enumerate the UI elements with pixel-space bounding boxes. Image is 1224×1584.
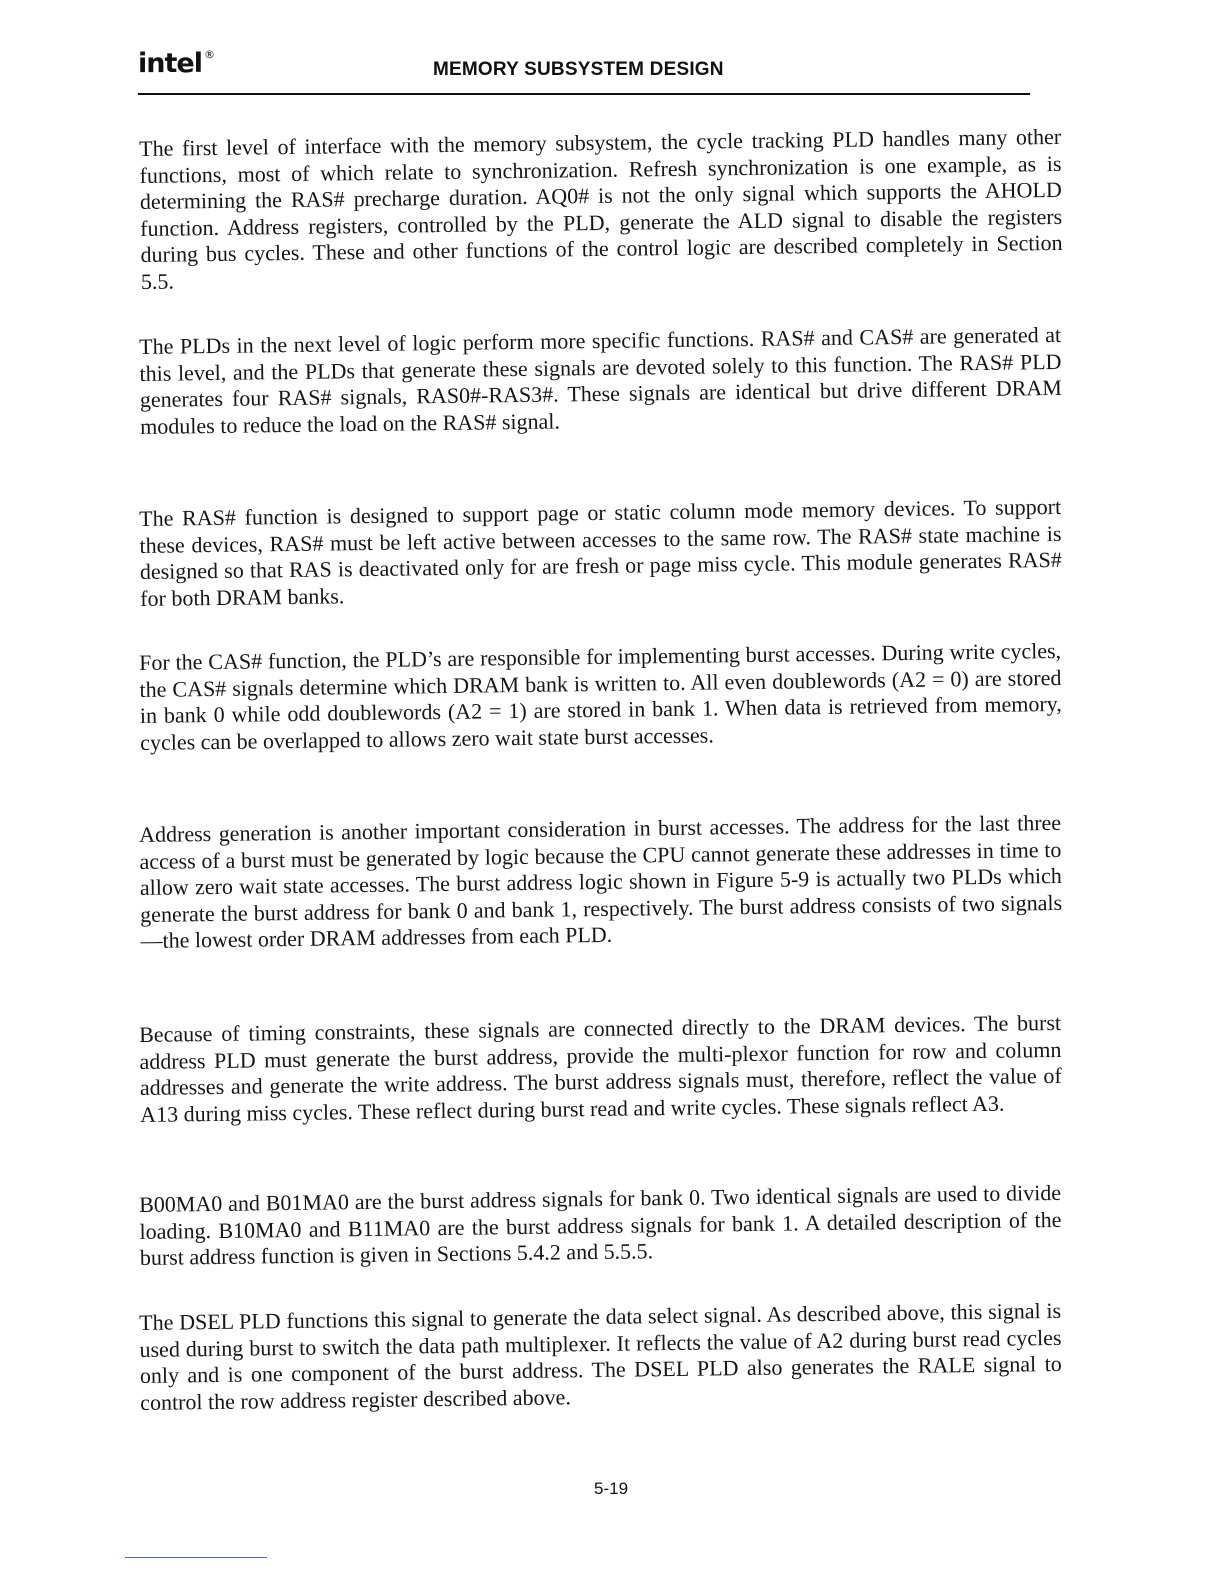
paragraph-address-generation: Address generation is another important consideration in burst accesses. The address for the last three access of a burst must be generated by logic because the CPU cannot generate these addresses in time to allow zero wait state accesses. The burst address logic shown in Figure 5-9 is actually two PLDs which generate the burst address for bank 0 and bank 1, respectively. The burst address consists of two signals—the lowest order DRAM addresses from each PLD. <box>139 809 1063 953</box>
running-header-title: MEMORY SUBSYSTEM DESIGN <box>433 59 724 80</box>
intel-logo <box>138 50 214 77</box>
paragraph-cas-function: For the CAS# function, the PLD’s are responsible for implementing burst accesses. During write cycles, the CAS# signals determine which DRAM bank is written to. All even doublewords (A2 = 0) are stored in bank 0 while odd doublewords (A2 = 1) are stored in bank 1. When data is retrieved from memory, cycles can be overlapped to allows zero wait state burst accesses. <box>139 637 1062 755</box>
paragraph-ras-function: The RAS# function is designed to support page or static column mode memory devices. To support these devices, RAS# must be left active between accesses to the same row. The RAS# state machine is designed so that RAS is deactivated only for are fresh or page miss cycle. This module generates RAS# for both DRAM banks. <box>139 493 1062 611</box>
intel-logo-text: intel <box>138 48 202 79</box>
paragraph-burst-address-signals: B00MA0 and B01MA0 are the burst address signals for bank 0. Two identical signals are used to divide loading. B10MA0 and B11MA0 are the burst address signals for bank 1. A detailed description of the burst address function is given in Sections 5.4.2 and 5.5.5. <box>139 1179 1062 1270</box>
header-rule <box>138 93 1030 95</box>
paragraph-cycle-tracking-pld: The first level of interface with the memory subsystem, the cycle tracking PLD handles many other functions, most of which relate to synchronization. Refresh synchronization is one example, as is determining the RAS# precharge duration. AQ0# is not the only signal which supports the AHOLD function. Address registers, controlled by the PLD, generate the ALD signal to disable the registers during bus cycles. These and other functions of the control logic are described completely in Section 5.5. <box>139 123 1063 294</box>
paragraph-timing-constraints: Because of timing constraints, these signals are connected directly to the DRAM devices. The burst address PLD must generate the burst address, provide the multi-plexor function for row and column addresses and generate the write address. The burst address signals must, therefore, reflect the value of A13 during miss cycles. These reflect during burst read and write cycles. These signals reflect A3. <box>139 1009 1062 1127</box>
paragraph-dsel-pld: The DSEL PLD functions this signal to generate the data select signal. As described above, this signal is used during burst to switch the data path multiplexer. It reflects the value of A2 during burst read cycles only and is one component of the burst address. The DSEL PLD also generates the RALE signal to control the row address register described above. <box>139 1297 1062 1415</box>
paragraph-ras-cas-plds: The PLDs in the next level of logic perform more specific functions. RAS# and CAS# are generated at this level, and the PLDs that generate these signals are devoted solely to this function. The RAS# PLD generates four RAS# signals, RAS0#-RAS3#. These signals are identical but drive different DRAM modules to reduce the load on the RAS# signal. <box>139 321 1062 439</box>
page-number: 5-19 <box>594 1479 629 1498</box>
footer-rule <box>125 1557 267 1558</box>
registered-mark: ® <box>203 48 214 61</box>
